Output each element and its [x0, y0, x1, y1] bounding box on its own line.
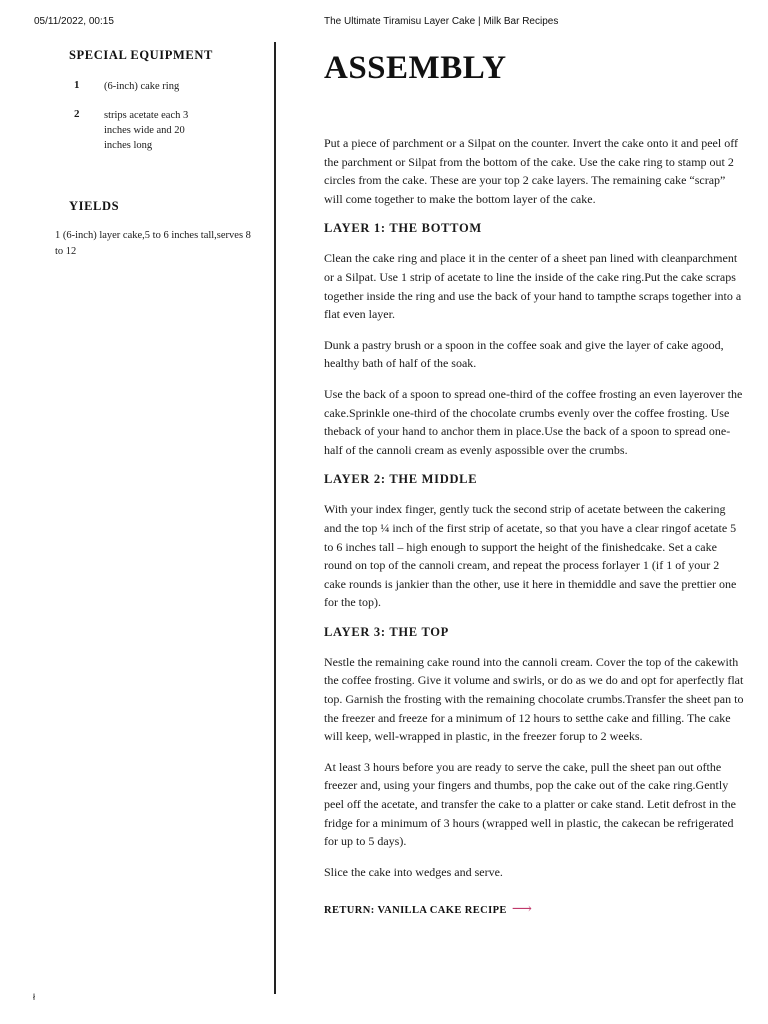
- return-link[interactable]: [324, 901, 532, 918]
- layer3-paragraph-3: Slice the cake into wedges and serve.: [324, 864, 503, 879]
- list-item: [69, 79, 259, 94]
- equipment-text: strips acetate each 3 inches wide and 20 inches long: [104, 110, 189, 151]
- equipment-list: [69, 79, 259, 153]
- layer1-paragraph-1: Clean the cake ring and place it in the center of a sheet pan lined with cleanparchment or a Silpat. Use 1 strip of acetate to line the inside of the cake ring.Put the cake scraps together inside the ring and use the back of your hand to tampthe scraps together into a flat even layer.: [324, 251, 742, 322]
- page-title: ASSEMBLY: [324, 50, 507, 86]
- return-link-label: RETURN: VANILLA CAKE RECIPE: [324, 905, 507, 917]
- yields-heading: YIELDS: [69, 199, 120, 213]
- layer3-heading: LAYER 3: THE TOP: [324, 624, 450, 639]
- print-header: [0, 16, 768, 32]
- equipment-number: 1: [74, 79, 80, 91]
- arrow-right-icon: ⟶: [511, 902, 533, 918]
- recipe-main: [324, 48, 744, 918]
- footer-mark: ł: [33, 992, 35, 1002]
- equipment-text: (6-inch) cake ring: [104, 81, 180, 92]
- equipment-number: 2: [74, 108, 80, 120]
- intro-paragraph: Put a piece of parchment or a Silpat on the counter. Invert the cake onto it and peel off the parchment or Silpat from the bottom of the cake. Use the cake ring to stamp out 2 circles from the cake. These are your top 2 cake layers. The remaining cake “scrap” will come together to make the bottom layer of the cake.: [324, 136, 738, 206]
- list-item: [69, 108, 259, 153]
- yields-text: 1 (6-inch) layer cake,5 to 6 inches tall,serves 8 to 12: [55, 230, 251, 257]
- layer2-paragraph-1: With your index finger, gently tuck the second strip of acetate between the cakering and the top ¼ inch of the first strip of acetate, so that you have a clear ringof acetate 5 to 6 inches tall – high enough to support the height of the finishedcake. Set a cake round on top of the cannoli cream, and repeat the process forlayer 1 (if 1 of your 2 cake rounds is jankier than the other, use it here in themiddle and save the prettier one for the top).: [324, 502, 737, 610]
- layer1-heading: LAYER 1: THE BOTTOM: [324, 221, 482, 236]
- recipe-sidebar: [55, 48, 259, 259]
- layer3-paragraph-1: Nestle the remaining cake round into the cannoli cream. Cover the top of the cakewith the coffee frosting. Give it volume and swirls, or do as we do and opt for aperfectly flat top. Garnish the frosting with the remaining chocolate crumbs.Transfer the sheet pan to the freezer and freeze for a minimum of 12 hours to setthe cake and filling. The cake will keep, well-wrapped in plastic, in the freezer forup to 2 weeks.: [324, 654, 744, 744]
- print-date: 05/11/2022, 00:15: [34, 16, 114, 27]
- equipment-heading: SPECIAL EQUIPMENT: [69, 48, 213, 62]
- column-divider: [274, 42, 276, 994]
- layer3-paragraph-2: At least 3 hours before you are ready to serve the cake, pull the sheet pan out ofthe freezer and, using your fingers and thumbs, pop the cake out of the cake ring.Gently peel off the acetate, and transfer the cake to a platter or cake stand. Letit defrost in the fridge for a minimum of 3 hours (wrapped well in plastic, the cakecan be refrigerated for up to 5 days).: [324, 759, 736, 849]
- layer2-heading: LAYER 2: THE MIDDLE: [324, 472, 478, 487]
- print-page-title: The Ultimate Tiramisu Layer Cake | Milk Bar Recipes: [324, 16, 559, 27]
- layer1-paragraph-3: Use the back of a spoon to spread one-third of the coffee frosting an even layerover the cake.Sprinkle one-third of the chocolate crumbs evenly over the coffee frosting. Use theback of your hand to anchor them in place.Use the back of a spoon to spread one-half of the cannoli cream as evenly aspossible over the crumbs.: [324, 386, 743, 457]
- layer1-paragraph-2: Dunk a pastry brush or a spoon in the coffee soak and give the layer of cake agood, healthy bath of half of the soak.: [324, 337, 724, 371]
